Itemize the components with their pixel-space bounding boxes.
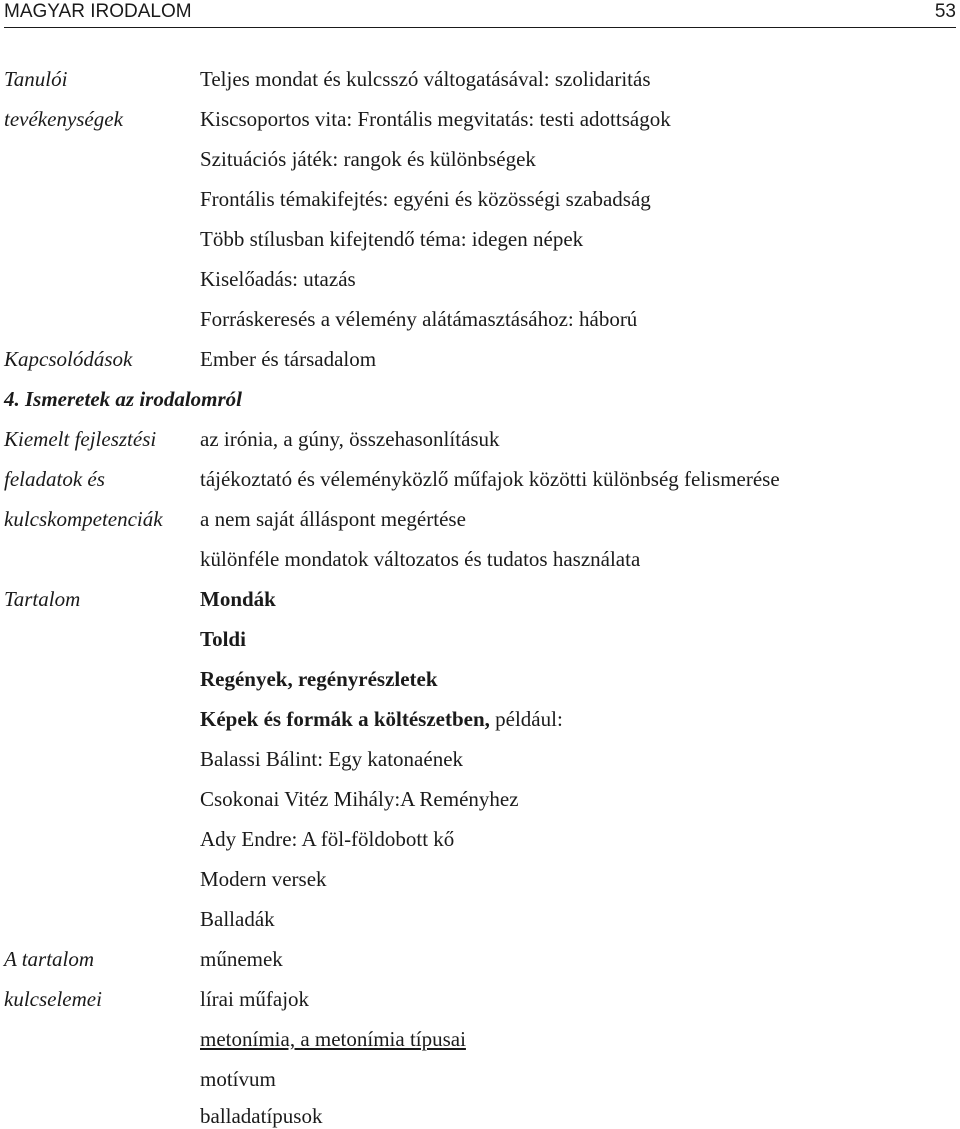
page-number: 53 bbox=[934, 1, 956, 22]
label-tartalom: Tartalom bbox=[4, 587, 81, 611]
content-kepek-bold: Képek és formák a költészetben, bbox=[200, 707, 490, 731]
key-element: lírai műfajok bbox=[200, 987, 310, 1011]
task-item: különféle mondatok változatos és tudatos használata bbox=[200, 547, 641, 571]
poem-item: Balassi Bálint: Egy katonaének bbox=[200, 747, 464, 771]
label-feladatok: feladatok és bbox=[4, 467, 105, 491]
content-toldi: Toldi bbox=[200, 627, 246, 651]
task-item: a nem saját álláspont megértése bbox=[200, 507, 466, 531]
task-item: tájékoztató és véleményközlő műfajok közötti különbség felismerése bbox=[200, 467, 780, 491]
label-kiemelt: Kiemelt fejlesztési bbox=[4, 427, 157, 451]
label-kapcsolodasok: Kapcsolódások bbox=[4, 347, 133, 371]
poem-item: Modern versek bbox=[200, 867, 327, 891]
content-kepek bbox=[200, 706, 563, 732]
activity-item: Teljes mondat és kulcsszó váltogatásával: szolidaritás bbox=[200, 67, 651, 91]
header-title: MAGYAR IRODALOM bbox=[4, 1, 192, 22]
key-element: balladatípusok bbox=[200, 1104, 323, 1128]
key-element: műnemek bbox=[200, 947, 283, 971]
activity-item: Forráskeresés a vélemény alátámasztásához: háború bbox=[200, 307, 638, 331]
label-tanuloi: Tanulói bbox=[4, 67, 68, 91]
task-item: az irónia, a gúny, összehasonlításuk bbox=[200, 427, 500, 451]
activity-item: Kiscsoportos vita: Frontális megvitatás: testi adottságok bbox=[200, 107, 671, 131]
activity-item: Több stílusban kifejtendő téma: idegen népek bbox=[200, 227, 584, 251]
poem-item: Csokonai Vitéz Mihály:A Reményhez bbox=[200, 787, 519, 811]
content-mondak: Mondák bbox=[200, 587, 276, 611]
label-kulcselemei: kulcselemei bbox=[4, 987, 102, 1011]
label-tevekenysegek: tevékenységek bbox=[4, 107, 123, 131]
connection-item: Ember és társadalom bbox=[200, 347, 377, 371]
label-kulcskompetenciak: kulcskompetenciák bbox=[4, 507, 163, 531]
poem-item: Ady Endre: A föl-földobott kő bbox=[200, 827, 455, 851]
key-element-underlined: metonímia, a metonímia típusai bbox=[200, 1027, 466, 1051]
content-regenyek: Regények, regényrészletek bbox=[200, 667, 438, 691]
page-header bbox=[4, 0, 956, 28]
label-a-tartalom: A tartalom bbox=[4, 947, 95, 971]
activity-item: Frontális témakifejtés: egyéni és közösségi szabadság bbox=[200, 187, 651, 211]
key-element: motívum bbox=[200, 1067, 276, 1091]
content-kepek-rest: például: bbox=[489, 707, 563, 731]
activity-item: Kiselőadás: utazás bbox=[200, 267, 356, 291]
poem-item: Balladák bbox=[200, 907, 275, 931]
activity-item: Szituációs játék: rangok és különbségek bbox=[200, 147, 536, 171]
section-heading: 4. Ismeretek az irodalomról bbox=[4, 387, 243, 411]
